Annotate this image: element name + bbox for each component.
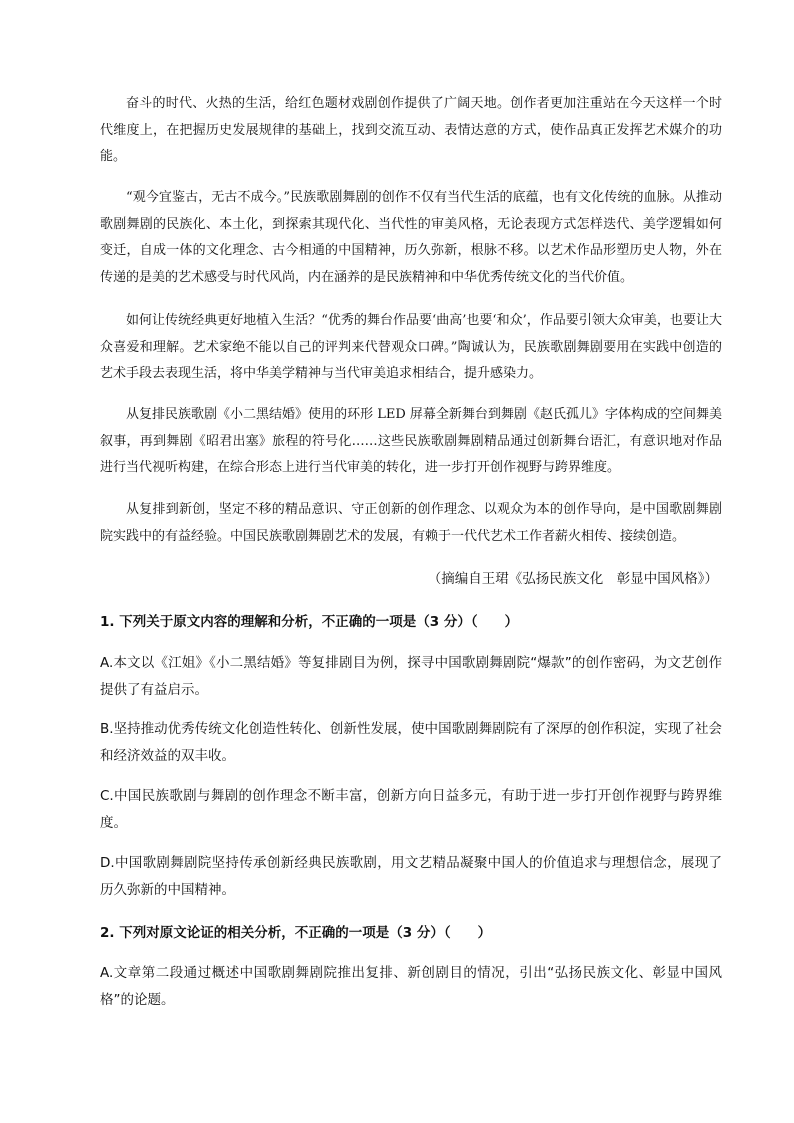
answer-option[interactable]: A.本文以《江姐》《小二黑结婚》等复排剧目为例，探寻中国歌剧舞剧院“爆款”的创作密码，为文艺创作提供了有益启示。: [100, 655, 722, 698]
passage-paragraph: 如何让传统经典更好地植入生活？“优秀的舞台作品要‘曲高’也要‘和众’，作品要引领大众审美，也要让大众喜爱和理解。艺术家绝不能以自己的评判来代替观众口碑。”陶诚认为，民族歌剧舞剧要用在实践中创造的艺术手段去表现生活，将中华美学精神与当代审美追求相结合，提升感染力。: [100, 313, 722, 381]
answer-option[interactable]: B.坚持推动优秀传统文化创造性转化、创新性发展，使中国歌剧舞剧院有了深厚的创作积淀，实现了社会和经济效益的双丰收。: [100, 721, 722, 764]
answer-option[interactable]: A.文章第二段通过概述中国歌剧舞剧院推出复排、新创剧目的情况，引出“弘扬民族文化、彰显中国风格”的论题。: [100, 965, 722, 1008]
answer-option[interactable]: C.中国民族歌剧与舞剧的创作理念不断丰富，创新方向日益多元，有助于进一步打开创作视野与跨界维度。: [100, 788, 722, 831]
passage-source: （摘编自王珺《弘扬民族文化 彰显中国风格》）: [427, 571, 718, 587]
question-stem: 2. 下列对原文论证的相关分析，不正确的一项是（3 分）（ ）: [100, 925, 492, 941]
passage-paragraph: “观今宜鉴古，无古不成今。”民族歌剧舞剧的创作不仅有当代生活的底蕴，也有文化传统的血脉。从推动歌剧舞剧的民族化、本土化，到探索其现代化、当代性的审美风格，无论表现方式怎样迭代、美学逻辑如何变迁，自成一体的文化理念、古今相通的中国精神，历久弥新，根脉不移。以艺术作品形塑历史人物，外在传递的是美的艺术感受与时代风尚，内在涵养的是民族精神和中华优秀传统文化的当代价值。: [100, 190, 722, 285]
passage-paragraph: 从复排到新创，坚定不移的精品意识、守正创新的创作理念、以观众为本的创作导向，是中国歌剧舞剧院实践中的有益经验。中国民族歌剧舞剧艺术的发展，有赖于一代代艺术工作者薪火相传、接续创造。: [100, 502, 722, 544]
passage-paragraph: 从复排民族歌剧《小二黑结婚》使用的环形 LED 屏幕全新舞台到舞剧《赵氏孤儿》字体构成的空间舞美叙事，再到舞剧《昭君出塞》旅程的符号化……这些民族歌剧舞剧精品通过创新舞台语汇，有意识地对作品进行当代视听构建，在综合形态上进行当代审美的转化，进一步打开创作视野与跨界维度。: [100, 407, 722, 475]
passage-paragraph: 奋斗的时代、火热的生活，给红色题材戏剧创作提供了广阔天地。创作者更加注重站在今天这样一个时代维度上，在把握历史发展规律的基础上，找到交流互动、表情达意的方式，使作品真正发挥艺术媒介的功能。: [100, 96, 722, 164]
answer-option[interactable]: D.中国歌剧舞剧院坚持传承创新经典民族歌剧，用文艺精品凝聚中国人的价值追求与理想信念，展现了历久弥新的中国精神。: [100, 855, 722, 898]
question-stem: 1. 下列关于原文内容的理解和分析，不正确的一项是（3 分）（ ）: [100, 614, 519, 630]
